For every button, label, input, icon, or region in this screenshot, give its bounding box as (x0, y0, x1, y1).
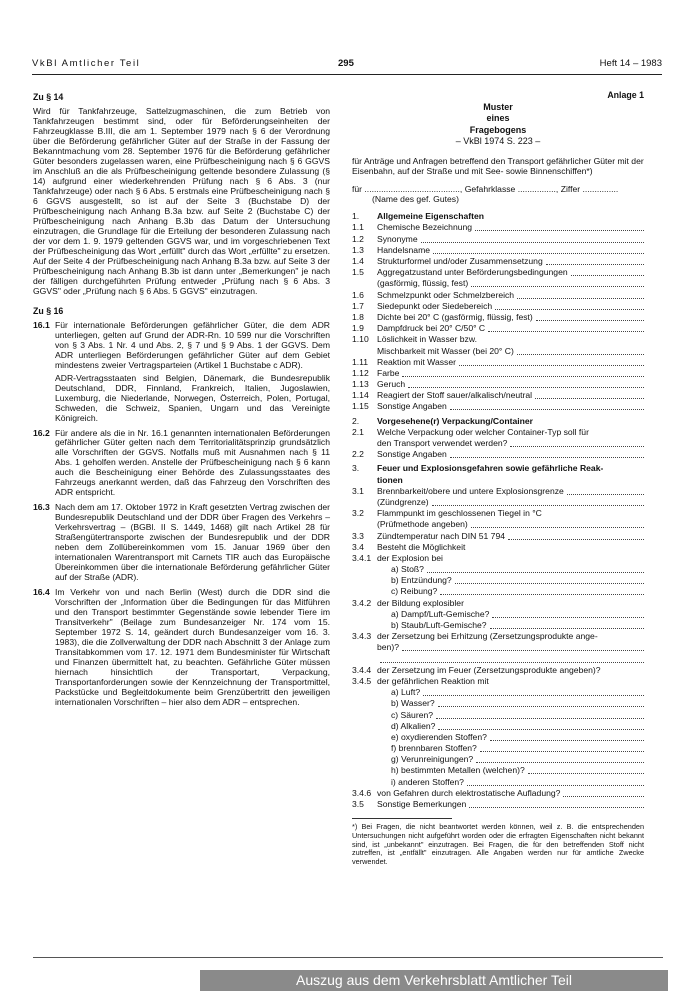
page-number: 295 (338, 58, 354, 69)
answer-line[interactable] (495, 308, 644, 310)
form-row (352, 609, 644, 620)
row-label: Handelsname (377, 244, 431, 255)
answer-line[interactable] (438, 705, 644, 707)
row-number: 1.14 (352, 390, 369, 401)
row-number: 1. (352, 211, 360, 222)
form-row (352, 620, 644, 631)
row-number: 1.6 (352, 289, 364, 300)
row-number: 3. (352, 463, 360, 474)
row-label: Brennbarkeit/obere und untere Explosionsgrenze (377, 485, 564, 496)
item-text (55, 503, 330, 583)
form-row (352, 732, 644, 743)
answer-line[interactable] (450, 456, 644, 458)
answer-line[interactable] (421, 241, 644, 243)
row-label: Dampfdruck bei 20° C/50° C (377, 323, 486, 334)
row-label: Sonstige Angaben (377, 401, 447, 412)
answer-line[interactable] (510, 445, 644, 447)
form-row (352, 245, 644, 256)
row-number: 1.5 (352, 267, 364, 278)
row-label: (Zündgrenze) (377, 496, 429, 507)
item-number: 16.4 (33, 587, 50, 598)
answer-line[interactable] (455, 582, 644, 584)
row-label: (Prüfmethode angeben) (377, 519, 468, 530)
row-label: a) Luft? (391, 687, 421, 698)
form-row (352, 401, 644, 412)
answer-line[interactable] (567, 493, 644, 495)
form-row (352, 222, 644, 233)
answer-line[interactable] (535, 397, 644, 399)
answer-line[interactable] (423, 694, 644, 696)
form-row (352, 698, 644, 709)
row-label: Besteht die Möglichkeit (377, 541, 466, 552)
form-row (352, 721, 644, 732)
section-14-text: Wird für Tankfahrzeuge, Sattelzugmaschinen, die zum Betrieb von Tankfahrzeugen bestimmt sind, oder für Beförderungseinheiten der Fahrzeugklasse B.III, die am 1. September 1979 nach § 6 der Verordnung über die Beförderung gefährlicher Güter auf der Straße in der Fassung der Bekanntmachung vom 28. September 1976 für die Beförderung gefährlicher Güter besonders zugelassen waren, eine Prüfbescheinigung nach § 6 GGVS im Anschluß an die als Prüfbescheinigung geltende besondere Zulassung (§ 14) aufgrund einer wiederkehrenden Prüfung nach § 6 Abs. 3 (nur Tankfahrzeuge) oder nach § 6 Abs. 5 erstmals eine Prüfbescheinigung nach § 6 GGVS ausgestellt, so ist auf der Seite 3 (Buchstabe D) der Prüfbescheinigung nach Anhang B.3a bzw. auf Seite 2 (Buchstabe C) der Prüfbescheinigung nach Anhang B.3b das Datum der Untersuchung einzutragen, die Grundlage für die Erteilung der besonderen Zulassung nach der vor dem 1. 9. 1979 geltenden GGVS war, und im vorgeschriebenen Text der Prüfbescheinigung das Wort „erfüllt" durch das Wort „erfüllte" zu ersetzen. Auf der Seite 4 der Prüfbescheinigung nach Anhang B.3a bzw. auf Seite 3 der Prüfbescheinigung nach Anhang B.3b ist dann unter „Bemerkungen" je nach der fälligen durchgeführten Prüfung entweder „Prüfung nach § 6 Abs. 3 GGVS" oder „Prüfung nach § 6 Abs. 5 GGVS" einzutragen. (33, 106, 330, 296)
anlage-label: Anlage 1 (607, 90, 644, 100)
answer-line[interactable] (517, 297, 644, 299)
row-label: tionen (377, 474, 403, 485)
row-number: 2. (352, 415, 360, 426)
form-row (352, 368, 644, 379)
title-line: Fragebogens (469, 124, 527, 135)
form-row (352, 776, 644, 787)
row-number: 1.13 (352, 379, 369, 390)
fill-line: für ........................................, Gefahrklasse ................, Ziffer ............... (352, 184, 619, 195)
title-line: Muster (483, 102, 513, 113)
row-label: der gefährlichen Reaktion mit (377, 675, 489, 686)
form-row (352, 427, 644, 438)
form-row (352, 754, 644, 765)
row-label: Welche Verpackung oder welcher Container-Typ soll für (377, 426, 589, 437)
form-row (352, 709, 644, 720)
answer-line[interactable] (408, 386, 644, 388)
form-row (352, 676, 644, 687)
form-row (352, 289, 644, 300)
form-row (352, 278, 644, 289)
item-paragraph: Nach dem am 17. Oktober 1972 in Kraft gesetzten Vertrag zwischen der Bundesrepublik Deutschland und der DDR über Fragen des Verkehrs – Verkehrsvertrag – (BGBl. II S. 1449, 1468) gilt nach Artikel 28 für Straßengütertransporte zwischen der Bundesrepublik und der DDR neben dem Zollübereinkommen vom 15. Januar 1969 über den internationalen Warentransport mit Carnets TIR auch das Europäische Übereinkommen über die internationale Beförderung gefährlicher Güter auf der Straße (ADR). (55, 502, 330, 583)
journal-name: VkBl Amtlicher Teil (32, 58, 141, 69)
answer-line[interactable] (475, 229, 644, 231)
answer-line[interactable] (380, 661, 644, 663)
row-label: Farbe (377, 367, 400, 378)
form-row (352, 312, 644, 323)
row-number: 1.4 (352, 256, 364, 267)
answer-line[interactable] (402, 375, 644, 377)
form-row (352, 519, 644, 530)
title-reference: – VkBl 1974 S. 223 – (455, 135, 541, 146)
row-label: b) Wasser? (391, 698, 435, 709)
row-number: 3.4.2 (352, 597, 372, 608)
row-label: der Zersetzung im Feuer (Zersetzungsprodukte angeben)? (377, 664, 601, 675)
row-label: g) Verunreinigungen? (391, 754, 474, 765)
row-number: 1.3 (352, 244, 364, 255)
form-row (352, 799, 644, 810)
answer-line[interactable] (490, 739, 644, 741)
form-row (352, 788, 644, 799)
item-text (55, 588, 330, 708)
row-label: Flammpunkt im geschlossenen Tiegel in °C (377, 508, 542, 519)
form-row (352, 575, 644, 586)
row-number: 3.5 (352, 799, 364, 810)
form-row (352, 542, 644, 553)
row-number: 1.2 (352, 233, 364, 244)
form-row (352, 345, 644, 356)
row-label: Vorgesehene(r) Verpackung/Container (377, 415, 534, 426)
row-number: 3.4.1 (352, 552, 372, 563)
row-label: Siedepunkt oder Siedebereich (377, 300, 493, 311)
row-number: 1.8 (352, 311, 364, 322)
section-item (33, 429, 330, 499)
form-row (352, 463, 644, 474)
left-column (33, 84, 330, 708)
form-row (352, 508, 644, 519)
form-row (352, 743, 644, 754)
answer-line[interactable] (476, 761, 644, 763)
section-item (33, 588, 330, 708)
row-label: Löslichkeit in Wasser bzw. (377, 334, 477, 345)
row-label: d) Alkalien? (391, 720, 436, 731)
row-label: Schmelzpunkt oder Schmelzbereich (377, 289, 515, 300)
row-label: c) Reibung? (391, 586, 438, 597)
form-row (352, 597, 644, 608)
row-number: 2.1 (352, 426, 364, 437)
form-row (352, 631, 644, 642)
form-row (352, 415, 644, 426)
row-number: 3.4 (352, 541, 364, 552)
form-row (352, 474, 644, 485)
row-label: Chemische Bezeichnung (377, 222, 473, 233)
answer-line[interactable] (450, 408, 644, 410)
row-number: 3.2 (352, 508, 364, 519)
row-label: Mischbarkeit mit Wasser (bei 20° C) (377, 345, 514, 356)
footer-band: Auszug aus dem Verkehrsblatt Amtlicher Teil (200, 970, 668, 991)
footnote: *) Bei Fragen, die nicht beantwortet werden können, weil z. B. die entsprechenden Untersuchungen nicht aufgeführt worden oder die erfragten Eigenschaften nicht bekannt sind, ist „unbekannt" einzutragen. Bei Fragen, die für den betreffenden Stoff nicht zutreffen, ist „entfällt" einzutragen. Alle Angaben werden nur für amtliche Zwecke verwendet. (352, 822, 644, 867)
form-row (352, 530, 644, 541)
answer-line[interactable] (402, 649, 644, 651)
row-label: a) Dampf/Luft-Gemische? (391, 608, 490, 619)
issue-number: Heft 14 – 1983 (599, 58, 662, 69)
row-label: c) Säuren? (391, 709, 434, 720)
intro-text: für Anträge und Anfragen betreffend den Transport gefährlicher Güter mit der Eisenbahn, auf der Straße und mit See- sowie Binnenschiffen*) (352, 156, 644, 177)
answer-line[interactable] (471, 526, 644, 528)
answer-line[interactable] (528, 772, 644, 774)
answer-line[interactable] (488, 330, 644, 332)
form-row (352, 486, 644, 497)
footer-rule (33, 957, 663, 958)
row-label: Aggregatzustand unter Beförderungsbedingungen (377, 267, 568, 278)
row-number: 2.2 (352, 449, 364, 460)
row-label: h) bestimmten Metallen (welchen)? (391, 765, 525, 776)
row-label: (gasförmig, flüssig, fest) (377, 278, 469, 289)
answer-line[interactable] (546, 263, 644, 265)
item-text (55, 321, 330, 424)
row-label: e) oxydierenden Stoffen? (391, 731, 487, 742)
fill-line-caption: (Name des gef. Gutes) (372, 194, 459, 205)
answer-line[interactable] (490, 627, 644, 629)
form-row (352, 233, 644, 244)
form-row (352, 553, 644, 564)
row-label: Reaktion mit Wasser (377, 356, 456, 367)
form-row (352, 687, 644, 698)
answer-line[interactable] (508, 538, 644, 540)
item-number: 16.1 (33, 319, 50, 330)
answer-line[interactable] (517, 353, 644, 355)
form-row (352, 765, 644, 776)
row-label: ben)? (377, 642, 399, 653)
item-number: 16.3 (33, 502, 50, 513)
form-row (352, 642, 644, 653)
row-label: Sonstige Angaben (377, 449, 447, 460)
row-label: i) anderen Stoffen? (391, 776, 464, 787)
form-row (352, 267, 644, 278)
row-label: der Explosion bei (377, 552, 443, 563)
row-label: der Zersetzung bei Erhitzung (Zersetzungsprodukte ange- (377, 631, 598, 642)
form-row (352, 438, 644, 449)
row-number: 3.4.3 (352, 631, 372, 642)
form-row (352, 390, 644, 401)
form-title (352, 102, 644, 147)
right-column (352, 84, 644, 867)
title-line: eines (486, 113, 510, 124)
page-header (32, 58, 662, 72)
item-number: 16.2 (33, 427, 50, 438)
row-number: 1.15 (352, 401, 369, 412)
form-row (352, 497, 644, 508)
answer-line[interactable] (469, 806, 644, 808)
form-row (352, 564, 644, 575)
footnote-rule (352, 818, 452, 819)
row-label: Geruch (377, 379, 406, 390)
row-number: 1.9 (352, 323, 364, 334)
row-label: Feuer und Explosionsgefahren sowie gefährliche Reak- (377, 463, 604, 474)
row-label: b) Entzündung? (391, 575, 452, 586)
row-label: a) Stoß? (391, 564, 424, 575)
form-row (352, 301, 644, 312)
answer-line[interactable] (571, 274, 644, 276)
answer-line[interactable] (480, 750, 644, 752)
item-paragraph: ADR-Vertragsstaaten sind Belgien, Dänemark, die Bundesrepublik Deutschland, DDR, Finnland, Frankreich, Italien, Jugoslawien, Luxemburg, die Niederlande, Norwegen, Österreich, Polen, Portugal, Schweden, die Schweiz, Spanien, Ungarn und das Vereinigte Königreich. (55, 372, 330, 423)
row-number: 1.12 (352, 367, 369, 378)
section-16-items (33, 321, 330, 708)
row-label: Strukturformel und/oder Zusammensetzung (377, 256, 543, 267)
form-row (352, 653, 644, 664)
answer-line[interactable] (440, 593, 644, 595)
row-number: 3.3 (352, 530, 364, 541)
row-number: 3.4.4 (352, 664, 372, 675)
section-item (33, 321, 330, 424)
form-row (352, 323, 644, 334)
form-row (352, 211, 644, 222)
form-row (352, 379, 644, 390)
form-intro (352, 157, 644, 177)
answer-line[interactable] (436, 717, 644, 719)
row-number: 1.11 (352, 356, 369, 367)
section-item (33, 503, 330, 583)
form-row (352, 334, 644, 345)
row-label: f) brennbaren Stoffen? (391, 743, 477, 754)
item-paragraph: Für internationale Beförderungen gefährlicher Güter, die dem ADR unterliegen, gelten auf Grund der ADR-Rn. 10 599 nur die Vorschriften von § 3 Abs. 1 Nr. 4 und Abs. 2, § 7 und § 9 Abs. 1 der GGVS. Dem ADR unterliegen Beförderungen gefährlicher Güter auf dem Gebiet mindestens zweier Vertragsparteien (Artikel 1 Buchstabe c ADR). (55, 319, 330, 370)
row-label: von Gefahren durch elektrostatische Aufladung? (377, 787, 561, 798)
answer-line[interactable] (492, 616, 644, 618)
row-label: b) Staub/Luft-Gemische? (391, 620, 487, 631)
form-row (352, 256, 644, 267)
item-paragraph: Für andere als die in Nr. 16.1 genannten internationalen Beförderungen gefährlicher Güter gelten nach dem Territorialitätsprinzip grundsätzlich alle Vorschriften der GGVS. Notfalls muß mit Ausnahmen nach § 11 Abs. 1 geholfen werden. Anstelle der Prüfbescheinigung nach § 6 kann auch die Bescheinigung einer Behörde des Zulassungsstaates des Fahrzeugs anerkannt werden, daß das Fahrzeug den Vorschriften des ADR entspricht. (55, 427, 330, 498)
form-row (352, 449, 644, 460)
row-number: 3.1 (352, 485, 364, 496)
item-text (55, 429, 330, 499)
row-number: 1.1 (352, 222, 364, 233)
row-label: Reagiert der Stoff sauer/alkalisch/neutral (377, 390, 533, 401)
row-number: 1.7 (352, 300, 364, 311)
row-label: Allgemeine Eigenschaften (377, 211, 484, 222)
row-number: 3.4.5 (352, 675, 372, 686)
answer-line[interactable] (467, 784, 644, 786)
form-row (352, 665, 644, 676)
row-label: der Bildung explosibler (377, 597, 464, 608)
section-heading-16: Zu § 16 (33, 305, 64, 316)
answer-line[interactable] (438, 728, 644, 730)
answer-line[interactable] (536, 319, 644, 321)
form-rows (352, 211, 644, 810)
row-label: Zündtemperatur nach DIN 51 794 (377, 530, 506, 541)
answer-line[interactable] (459, 364, 644, 366)
form-row (352, 357, 644, 368)
row-label: Dichte bei 20° C (gasförmig, flüssig, fest) (377, 311, 533, 322)
row-label: Sonstige Bemerkungen (377, 799, 467, 810)
row-label: Synonyme (377, 233, 418, 244)
answer-line[interactable] (427, 571, 644, 573)
item-paragraph: Im Verkehr von und nach Berlin (West) durch die DDR sind die Vorschriften der „Information über die Bedingungen für das Mitführen und den Transport bestimmter Gegenstände sowie lebender Tiere im Transitverkehr" (Beilage zum Bundesanzeiger Nr. 174 vom 15. September 1972 S. 14, geändert durch Bundesanzeiger vom 16. 3. 1983), die die Zollverwaltung der DDR nach Abschnitt 3 der Anlage zum Transitabkommen vom 17. 12. 1971 dem Bundesminister für Wirtschaft und Finanzen übermittelt hat, zu beachten. Gefährliche Güter müssen hiernach hinsichtlich der Transportart, Verpackung, Transportanforderungen sowie der Kennzeichnung der Transportmittel, Packstücke und Begleitdokumente beim Grenzübertritt den jeweiligen internationalen Vorschriften – hier also dem ADR – entsprechen. (55, 587, 330, 707)
answer-line[interactable] (433, 252, 644, 254)
row-label: den Transport verwendet werden? (377, 438, 508, 449)
row-number: 1.10 (352, 334, 369, 345)
answer-line[interactable] (432, 504, 644, 506)
header-rule (32, 74, 662, 75)
answer-line[interactable] (471, 285, 644, 287)
section-heading-14: Zu § 14 (33, 92, 64, 102)
answer-line[interactable] (563, 795, 644, 797)
row-number: 3.4.6 (352, 787, 372, 798)
form-row (352, 586, 644, 597)
